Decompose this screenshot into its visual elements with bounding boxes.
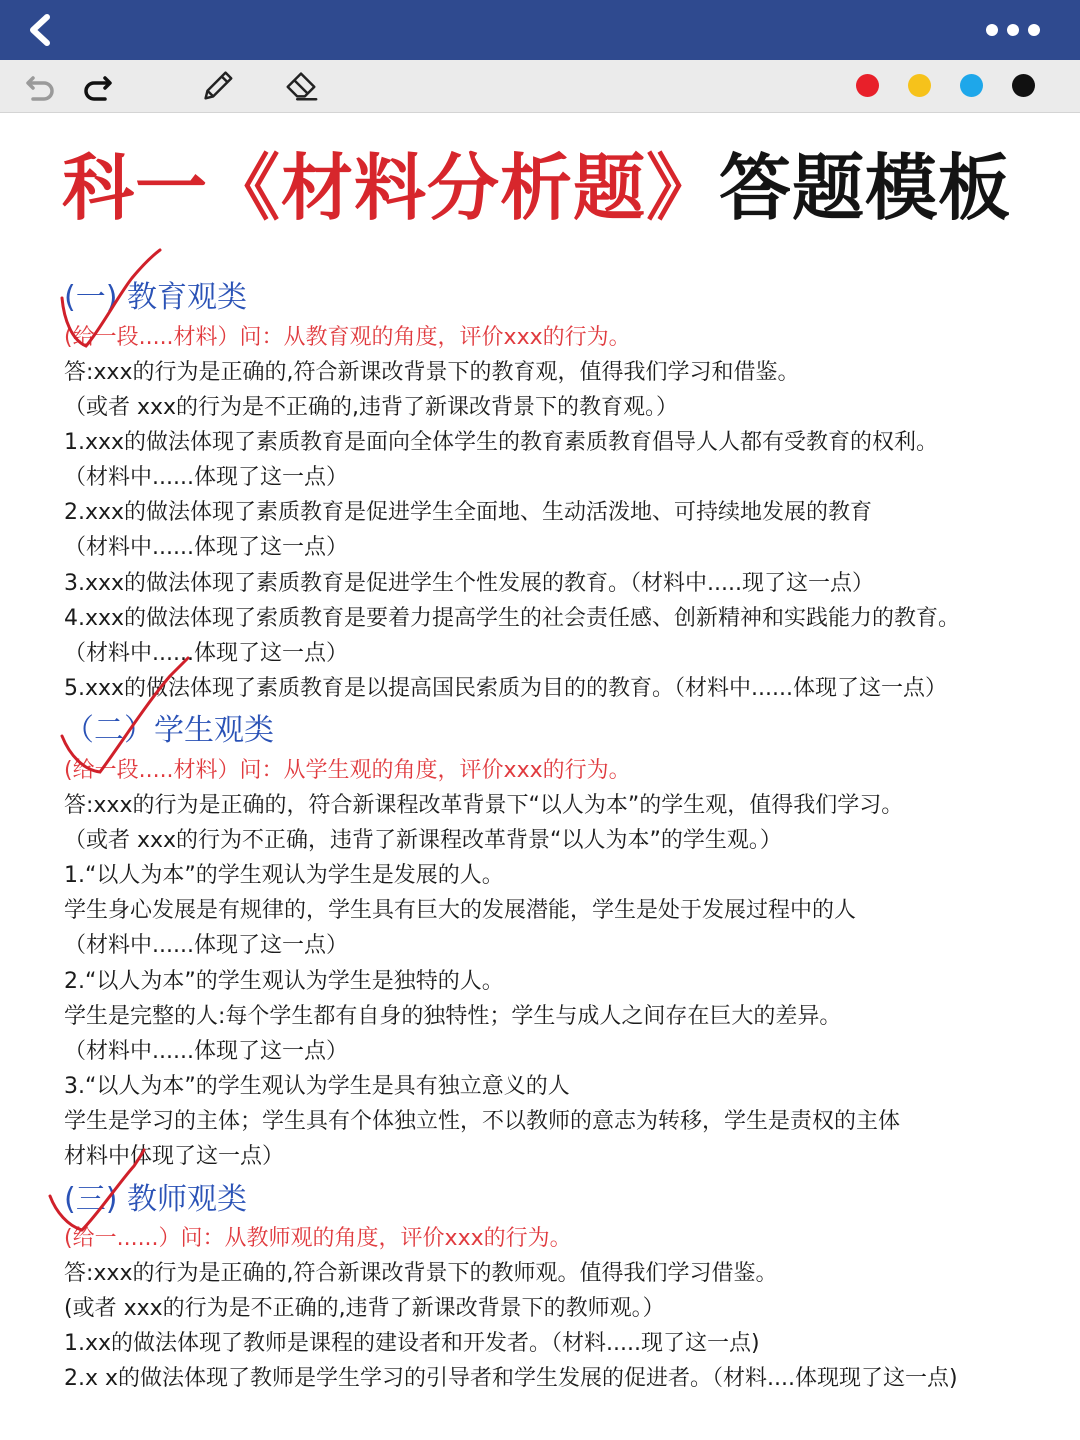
text-line: 3.“以人为本”的学生观认为学生是具有独立意义的人: [64, 1074, 570, 1099]
more-icon: [986, 24, 998, 36]
text-line: 1.“以人为本”的学生观认为学生是发展的人。: [64, 863, 504, 888]
text-line: 学生是完整的人:每个学生都有自身的独特性；学生与成人之间存在巨大的差异。: [64, 1004, 842, 1029]
color-blue-swatch[interactable]: [960, 74, 983, 97]
undo-button[interactable]: [22, 68, 60, 106]
title-black-part: 答题模板: [719, 146, 1012, 230]
text-line: 2.x x的做法体现了教师是学生学习的引导者和学生发展的促进者。（材料....体现现了这一点): [64, 1366, 958, 1391]
text-line: 答:xxx的行为是正确的，符合新课程改革背景下“以人为本”的学生观，值得我们学习。: [64, 793, 904, 818]
question-line: (给一段.....材料）问：从学生观的角度，评价xxx的行为。: [64, 758, 631, 783]
page-title: [62, 146, 1012, 230]
pencil-button[interactable]: [198, 66, 236, 104]
undo-icon: [24, 70, 58, 104]
question-line: (给一......）问：从教师观的角度，评价xxx的行为。: [64, 1226, 572, 1251]
color-yellow-swatch[interactable]: [908, 74, 931, 97]
text-line: 学生身心发展是有规律的，学生具有巨大的发展潜能，学生是处于发展过程中的人: [64, 898, 857, 923]
text-line: （材料中......体现了这一点）: [64, 933, 348, 958]
text-line: 答:xxx的行为是正确的,符合新课改背景下的教师观。值得我们学习借鉴。: [64, 1261, 778, 1286]
text-line: 5.xxx的做法体现了素质教育是以提高国民索质为目的的教育。（材料中......体现了这一点）: [64, 676, 948, 701]
more-icon-dot: [1028, 24, 1040, 36]
text-line: 1.xxx的做法体现了素质教育是面向全体学生的教育素质教育倡导人人都有受教育的权利。: [64, 430, 939, 455]
text-line: （材料中......体现了这一点）: [64, 465, 348, 490]
text-line: （材料中......体现了这一点）: [64, 641, 348, 666]
text-line: （或者 xxx的行为不正确，违背了新课程改革背景“以人为本”的学生观。）: [64, 828, 782, 853]
text-line: 材料中体现了这一点）: [64, 1144, 285, 1169]
section-heading: （二）学生观类: [64, 713, 274, 748]
section-heading: (一) 教育观类: [64, 280, 247, 315]
back-button[interactable]: [18, 8, 62, 52]
text-line: 4.xxx的做法体现了索质教育是要着力提高学生的社会责任感、创新精神和实践能力的教育。: [64, 606, 961, 631]
more-icon-dot: [1007, 24, 1019, 36]
more-button[interactable]: [986, 16, 1040, 44]
redo-icon: [80, 70, 114, 104]
pencil-icon: [198, 65, 236, 105]
color-red-swatch[interactable]: [856, 74, 879, 97]
text-line: 学生是学习的主体；学生具有个体独立性，不以教师的意志为转移，学生是责权的主体: [64, 1109, 901, 1134]
text-line: （或者 xxx的行为是不正确的,违背了新课改背景下的教育观。）: [64, 395, 679, 420]
question-line: (给一段.....材料）问：从教育观的角度，评价xxx的行为。: [64, 325, 631, 350]
text-line: 1.xx的做法体现了教师是课程的建设者和开发者。（材料.....现了这一点): [64, 1331, 760, 1356]
section-heading: (三) 教师观类: [64, 1182, 247, 1217]
text-line: 2.“以人为本”的学生观认为学生是独特的人。: [64, 969, 504, 994]
redo-button[interactable]: [78, 68, 116, 106]
text-line: 答:xxx的行为是正确的,符合新课改背景下的教育观，值得我们学习和借鉴。: [64, 360, 800, 385]
app-header: [0, 0, 1080, 60]
color-black-swatch[interactable]: [1012, 74, 1035, 97]
text-line: （材料中......体现了这一点）: [64, 1039, 348, 1064]
eraser-button[interactable]: [282, 66, 320, 104]
title-red-part: 科一《材料分析题》: [62, 146, 720, 230]
eraser-icon: [282, 65, 320, 105]
back-icon: [25, 13, 55, 47]
text-line: 2.xxx的做法体现了素质教育是促进学生全面地、生动活泼地、可持续地发展的教育: [64, 500, 873, 525]
text-line: 3.xxx的做法体现了素质教育是促进学生个性发展的教育。（材料中.....现了这一点）: [64, 571, 875, 596]
text-line: （材料中......体现了这一点）: [64, 535, 348, 560]
text-line: (或者 xxx的行为是不正确的,违背了新课改背景下的教师观。）: [64, 1296, 665, 1321]
